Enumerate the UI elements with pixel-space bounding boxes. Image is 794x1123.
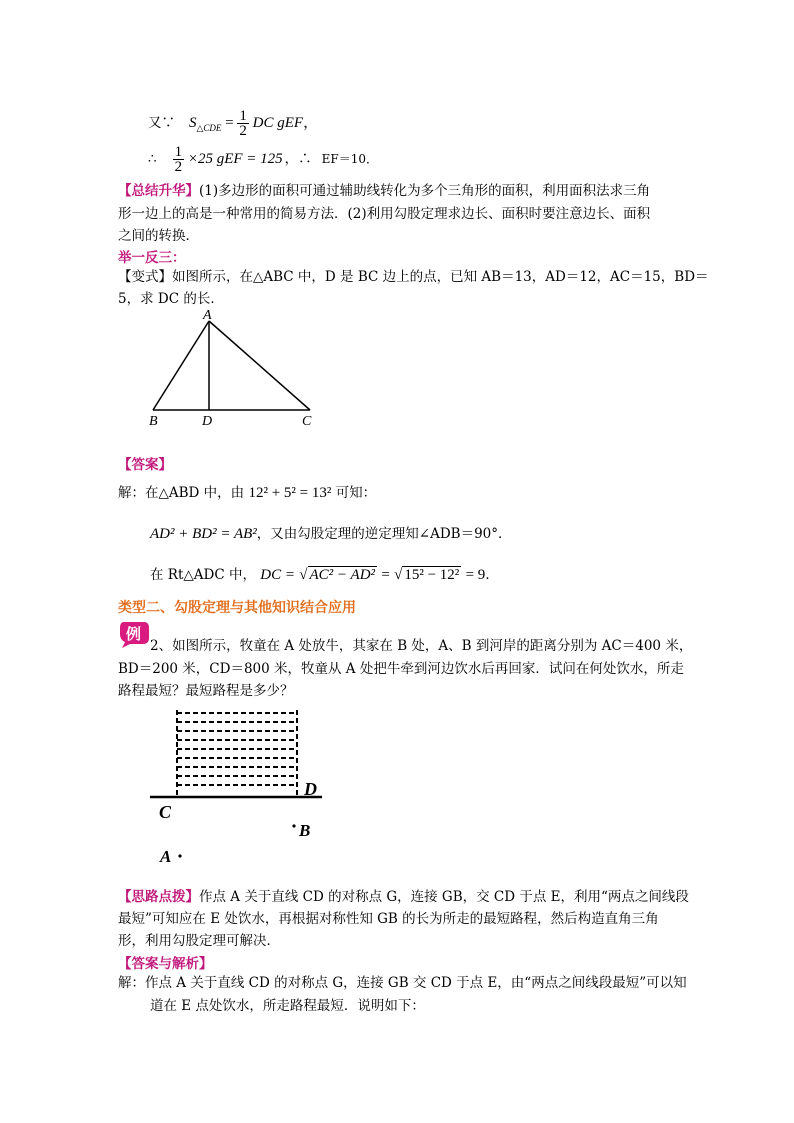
answer-label: 【答案】 xyxy=(118,457,172,473)
half-fraction-2: $\frac{1}{2}$ xyxy=(174,143,183,175)
variant-line-1: 【变式】如图所示，在△ABC 中，D 是 BC 边上的点，已知 AB＝13，AD＝12，AC＝15，BD＝ xyxy=(118,269,709,285)
area-expression: ×25 gEF = 125 xyxy=(187,150,283,167)
river-b-label: B xyxy=(299,821,311,840)
hint-line-3: 形，利用勾股定理可解决． xyxy=(118,933,280,949)
example-line-1: 2、如图所示，牧童在 A 处放牛，其家在 B 处，A、B 到河岸的距离分别为 AC＝400 米， xyxy=(150,638,693,654)
example-line-2: BD＝200 米，CD＝800 米，牧童从 A 处把牛牵到河边饮水后再回家．试问在何处饮水，所走 xyxy=(118,661,684,677)
dc-result: = 9 xyxy=(465,567,486,583)
half-fraction: $\frac{1}{2}$ xyxy=(239,107,247,139)
ef-result: EF＝10． xyxy=(321,152,379,166)
river-a-label: A xyxy=(160,847,172,866)
example-badge-text: 例 xyxy=(126,625,142,643)
equals-sign: = xyxy=(225,114,234,131)
solution-line-1: 解：在△ABD 中，由 12² + 5² = 13² 可知： xyxy=(118,485,377,501)
root-2: 15² − 12² xyxy=(404,567,460,583)
summary-line-3: 之间的转换． xyxy=(118,228,199,244)
because-prefix: 又∵ xyxy=(148,115,175,131)
solution-line-3: 在 Rt△ADC 中， DC = √ AC² − AD² = √ 15² − 12² = 9． xyxy=(150,567,499,583)
vertex-c-label: C xyxy=(302,414,312,429)
area-rhs: DC gEF xyxy=(252,114,304,131)
vertex-b-label: B xyxy=(149,414,158,429)
area-formula-line: 又∵ $S_{\triangle CDE}$ = $\frac{1}{2}$ DC gEF， xyxy=(148,107,319,139)
vertex-a-label: A xyxy=(203,308,212,323)
example-line-3: 路程最短？最短路程是多少？ xyxy=(118,683,294,699)
sol2-line-2: 道在 E 点处饮水，所走路程最短．说明如下： xyxy=(150,998,425,1014)
section-title: 类型二、勾股定理与其他知识结合应用 xyxy=(118,600,356,616)
vertex-d-label: D xyxy=(202,414,213,429)
hint-line-2: 最短”可知应在 E 处饮水，再根据对称性知 GB 的长为所走的最短路程，然后构造直角三角 xyxy=(118,911,659,927)
summary-line-1: 【总结升华】(1)多边形的面积可通过辅助线转化为多个三角形的面积，利用面积法求三角 xyxy=(118,183,651,199)
area-symbol: S xyxy=(189,114,197,131)
point-b-dot xyxy=(292,824,295,827)
solution-line-2: AD² + BD² = AB²，又由勾股定理的逆定理知∠ADB＝90°． xyxy=(150,526,512,542)
area-subscript: △CDE xyxy=(196,122,222,133)
therefore-symbol: ∴ xyxy=(148,151,157,167)
summary-line-2: 形一边上的高是一种常用的简易方法．(2)利用勾股定理求边长、面积时要注意边长、面积 xyxy=(118,206,651,222)
point-a-dot xyxy=(178,854,181,857)
sol2-line-1: 解：作点 A 关于直线 CD 的对称点 G，连接 GB 交 CD 于点 E，由“两点之间线段最短”可以知 xyxy=(118,975,687,991)
variant-line-2: 5，求 DC 的长． xyxy=(118,291,224,307)
river-c-label: C xyxy=(159,802,172,822)
answer-analysis-label: 【答案与解析】 xyxy=(118,956,213,972)
river-d-label: D xyxy=(304,779,317,799)
therefore-mid: ，∴ xyxy=(284,151,312,167)
pythagorean-numbers: 12² + 5² = 13² xyxy=(248,485,332,501)
summary-label: 【总结升华】 xyxy=(118,183,199,199)
dc-lhs: DC = xyxy=(260,567,295,583)
hint-line-1: 【思路点拨】作点 A 关于直线 CD 的对称点 G，连接 GB，交 CD 于点 E，利用“两点之间线段 xyxy=(118,889,689,905)
pythagorean-identity: AD² + BD² = AB² xyxy=(150,526,257,542)
root-1: AC² − AD² xyxy=(309,567,376,583)
hint-label: 【思路点拨】 xyxy=(118,889,199,905)
practice-label: 举一反三： xyxy=(118,250,186,266)
